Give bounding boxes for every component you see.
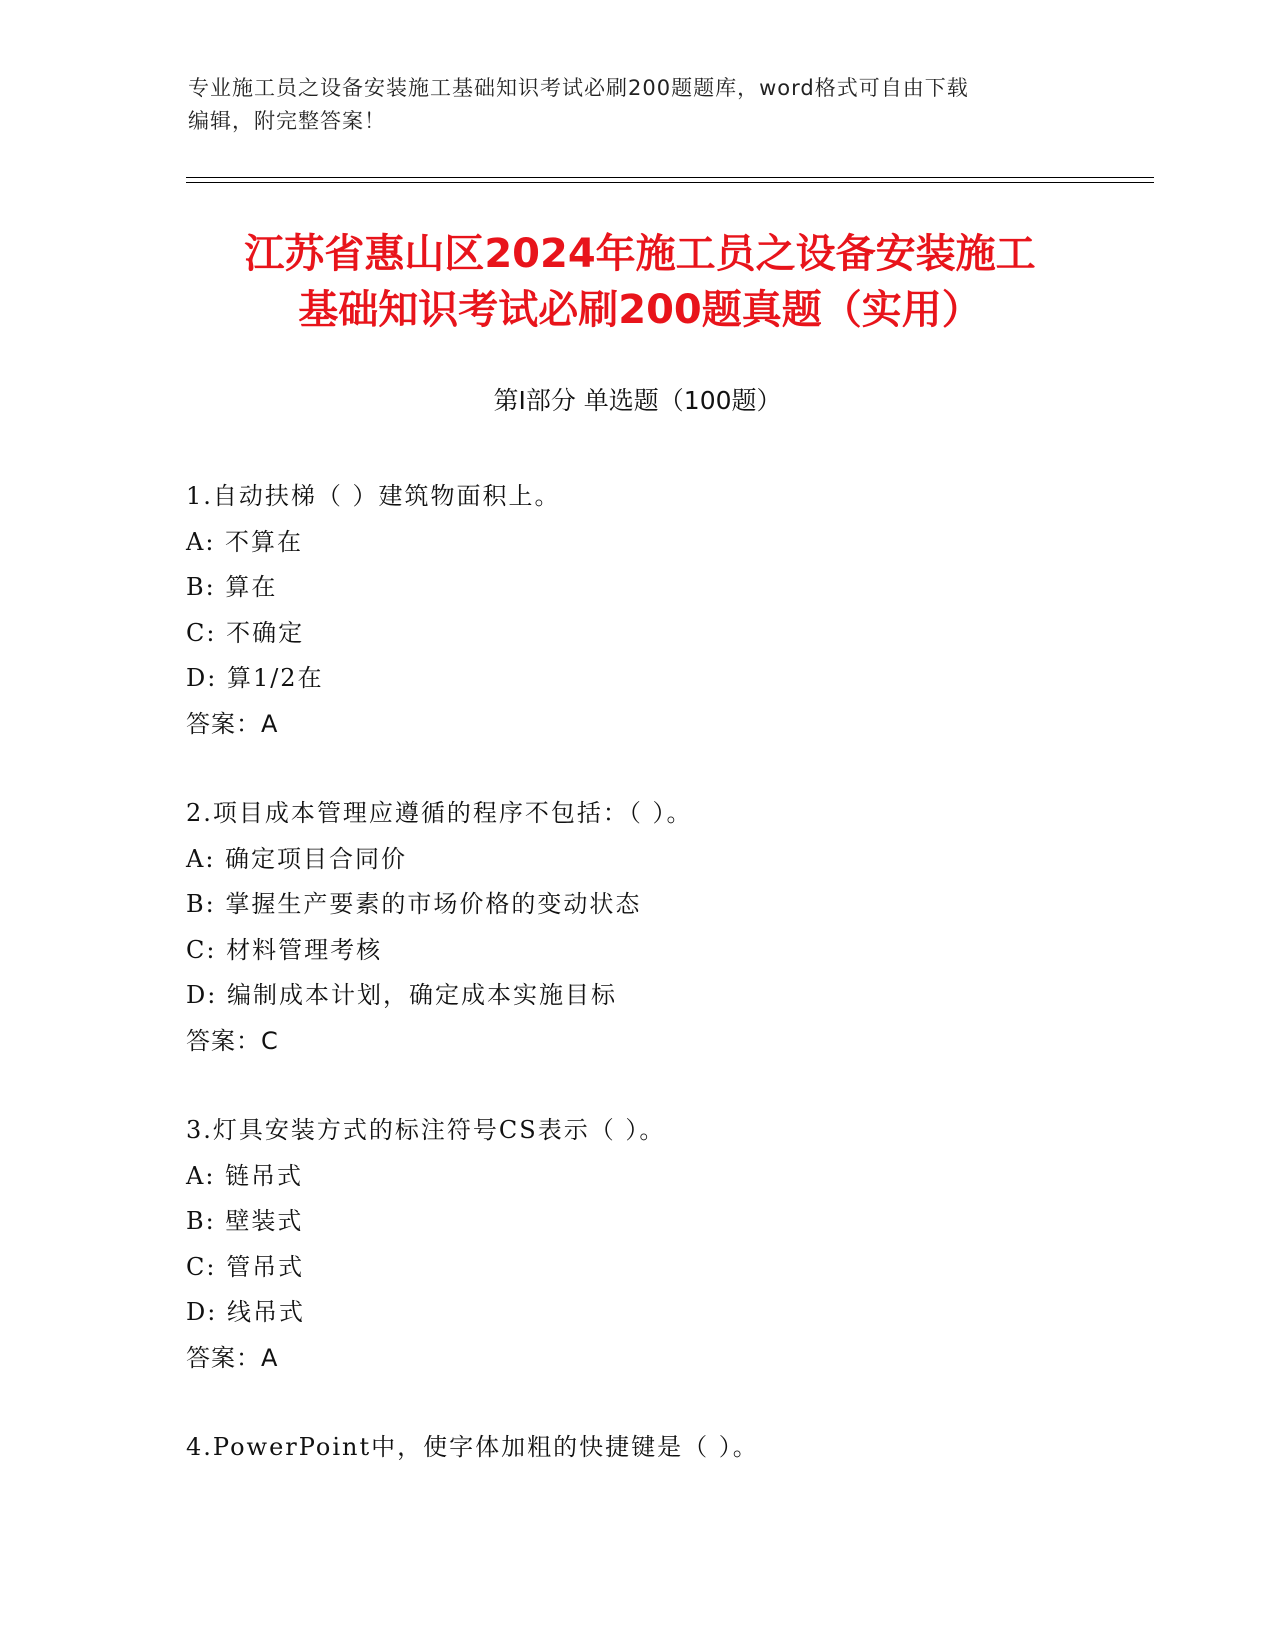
header-note-line-1: 专业施工员之设备安装施工基础知识考试必刷200题题库，word格式可自由下载 (188, 76, 969, 100)
question-list (186, 474, 1146, 1515)
question-block (186, 791, 1146, 1064)
question-block (186, 474, 1146, 747)
question-block (186, 1108, 1146, 1381)
option-b: B: 壁装式 (186, 1207, 304, 1235)
option-c: C: 管吊式 (186, 1252, 305, 1281)
option-b: B: 掌握生产要素的市场价格的变动状态 (186, 890, 642, 918)
section-title: 第Ⅰ部分 单选题（100题） (493, 386, 782, 415)
option-d: D: 编制成本计划，确定成本实施目标 (186, 981, 617, 1009)
question-stem: 2.项目成本管理应遵循的程序不包括：（ ）。 (186, 799, 693, 827)
option-c: C: 材料管理考核 (186, 935, 383, 964)
question-stem: 3.灯具安装方式的标注符号CS表示（ ）。 (186, 1116, 666, 1144)
document-title-line-1: 江苏省惠山区2024年施工员之设备安装施工 (244, 231, 1036, 277)
header-note-line-2: 编辑，附完整答案！ (188, 109, 386, 133)
answer-line: 答案：A (186, 1343, 279, 1372)
option-a: A: 确定项目合同价 (186, 844, 408, 873)
header-divider-bottom (186, 182, 1154, 183)
document-title (140, 226, 1140, 338)
header-note (188, 72, 1088, 138)
document-title-line-2: 基础知识考试必刷200题真题（实用） (298, 287, 982, 333)
option-d: D: 线吊式 (186, 1298, 305, 1326)
answer-line: 答案：C (186, 1026, 279, 1055)
question-block (186, 1425, 1146, 1471)
option-b: B: 算在 (186, 573, 278, 601)
option-a: A: 链吊式 (186, 1161, 304, 1190)
header-divider-top (186, 177, 1154, 178)
option-a: A: 不算在 (186, 527, 304, 556)
option-d: D: 算1/2在 (186, 664, 324, 692)
question-stem: 4.PowerPoint中，使字体加粗的快捷键是（ ）。 (186, 1433, 759, 1461)
question-stem: 1.自动扶梯（ ）建筑物面积上。 (186, 482, 561, 510)
answer-line: 答案：A (186, 709, 279, 738)
option-c: C: 不确定 (186, 618, 305, 647)
